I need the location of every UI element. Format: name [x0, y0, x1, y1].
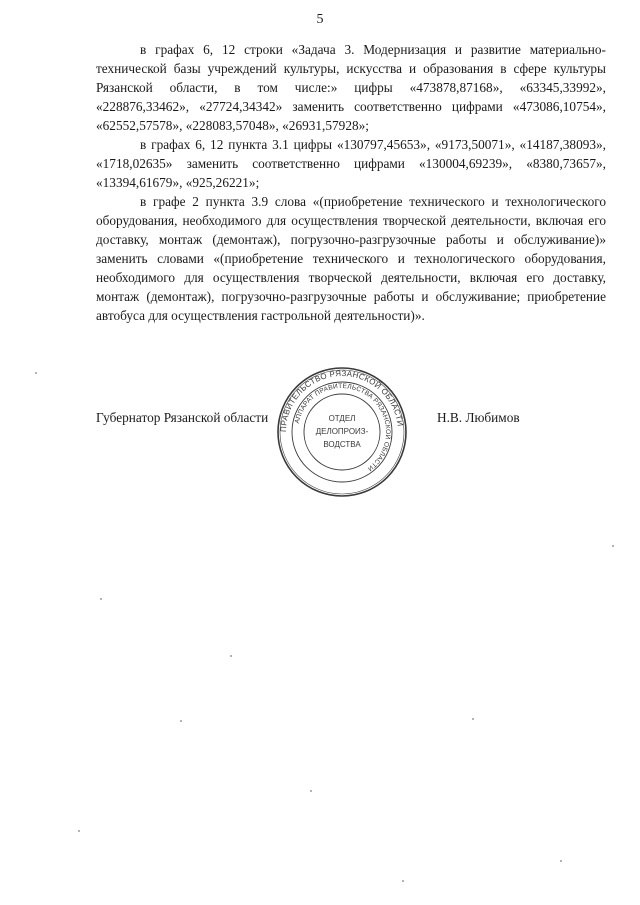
scan-speck: [310, 790, 312, 792]
scan-speck: [472, 718, 474, 720]
paragraph-task-3: в графах 6, 12 строки «Задача 3. Модернизация и развитие материально-технической базы учреждений культуры, искусства и образования в сфере культуры Рязанской области, в том числе:» цифры «473878,87168», «63345,33992», «228876,33462», «27724,34342» заменить соответственно цифрами «473086,10754», «62552,57578», «228083,57048», «26931,57928»;: [96, 42, 606, 133]
seal-outer-text: ПРАВИТЕЛЬСТВО РЯЗАНСКОЙ ОБЛАСТИ: [278, 368, 405, 433]
scan-speck: [78, 830, 80, 832]
scan-speck: [35, 372, 37, 374]
seal-inner-text: АППАРАТ ПРАВИТЕЛЬСТВА РЯЗАНСКОЙ ОБЛАСТИ: [293, 382, 392, 473]
seal-center-line-3: ВОДСТВА: [323, 440, 361, 449]
seal-center-line-1: ОТДЕЛ: [328, 414, 356, 423]
paragraph-item-3-9: в графе 2 пункта 3.9 слова «(приобретение технического и технологического оборудования, необходимого для осуществления творческой деятельности, включая его доставку, монтаж (демонтаж), погрузочно-разгрузочные работы и обслуживание)» заменить словами «(приобретение технического и технологического оборудования, необходимого для осуществления творческой деятельности, включая его доставку, монтаж (демонтаж), погрузочно-разгрузочные работы и обслуживание; приобретение автобуса для осуществления гастрольной деятельности)».: [96, 194, 606, 323]
signatory-title: Губернатор Рязанской области: [96, 410, 269, 425]
signatory-name: Н.В. Любимов: [437, 410, 520, 425]
scan-speck: [100, 598, 102, 600]
paragraph-item-3-1: в графах 6, 12 пункта 3.1 цифры «130797,45653», «9173,50071», «14187,38093», «1718,02635» заменить соответственно цифрами «130004,69239», «8380,73657», «13394,61679», «925,26221»;: [96, 137, 606, 190]
seal-graphic: [276, 366, 408, 498]
scan-speck: [180, 720, 182, 722]
scan-speck: [402, 880, 404, 882]
scan-speck: [230, 655, 232, 657]
official-seal-stamp: [276, 366, 408, 498]
page-number: 5: [316, 12, 324, 27]
scan-speck: [560, 860, 562, 862]
seal-center-line-2: ДЕЛОПРОИЗ-: [315, 427, 369, 436]
amendment-text: [96, 40, 606, 325]
scan-speck: [612, 545, 614, 547]
